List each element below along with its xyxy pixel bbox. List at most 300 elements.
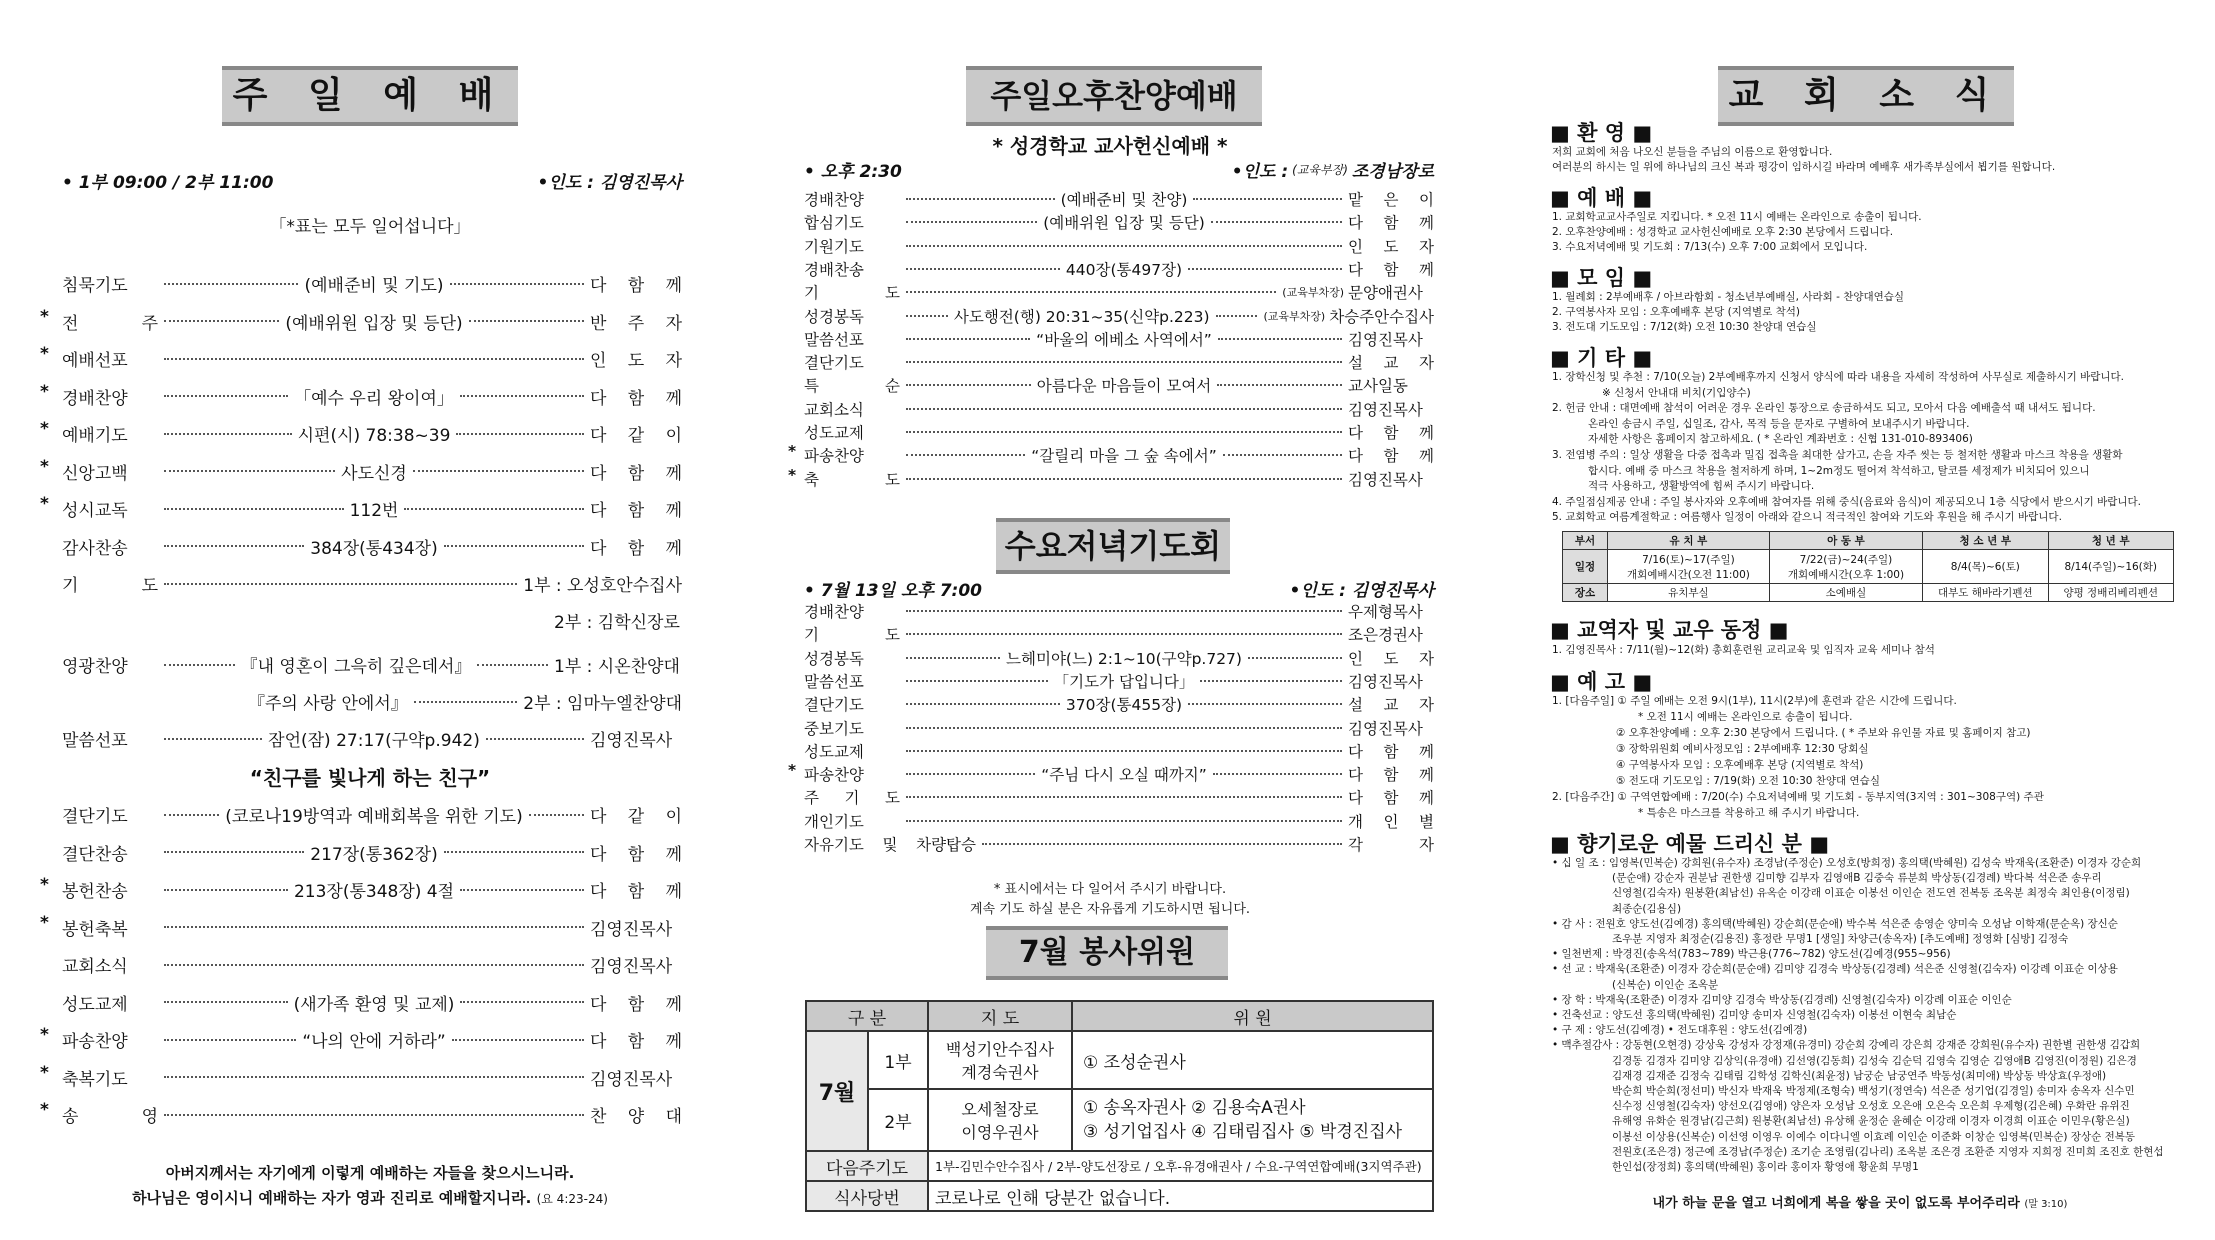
leader-dots <box>164 583 517 585</box>
leader-dots <box>906 454 1025 456</box>
order-item-leader: 1부 : 오성호안수집사 <box>523 576 682 596</box>
order-item-leader: 김영진목사 <box>590 919 673 940</box>
leader-dots <box>444 545 584 547</box>
leader-dots <box>164 320 279 322</box>
order-item-label: 결단찬송 <box>62 844 128 865</box>
table-next-prayer-value: 1부-김민수안수집사 / 2부-양도선장로 / 오후-유경애권사 / 수요-구역연합예배(3지역주관) <box>928 1151 1433 1181</box>
order-item <box>804 281 1434 303</box>
verse-line-1: 아버지께서는 자기에게 이렇게 예배하는 자들을 찾으시느니라. <box>165 1164 575 1182</box>
order-item <box>804 258 1434 280</box>
order-item-content: “나의 안에 거하라” <box>302 1032 446 1052</box>
order-item <box>62 534 682 559</box>
news-line: • 맥추절감사 : 강동현(오현경) 강상욱 강성자 강정재(유경미) 강순희 강예리 강은희 강재준 강희원(유수자) 권한별 권한생 김갑희 <box>1552 1039 2141 1052</box>
order-item <box>804 468 1434 490</box>
order-item-label: 교회소식 <box>804 400 864 419</box>
leader-dots <box>164 664 235 666</box>
table-header-division: 구 분 <box>806 1001 928 1031</box>
leader-dots <box>1248 657 1342 659</box>
order-item <box>62 271 682 296</box>
verse-line-2 <box>0 1187 740 1208</box>
afternoon-time: • 오후 2:30 <box>804 162 902 182</box>
news-line: (문순애) 강순자 권분남 권한생 김미향 김부자 김영애B 김중숙 류분희 박상동(김경례) 박다복 석은준 송우리 <box>1612 872 2102 885</box>
order-item-label: 말씀선포 <box>804 672 864 691</box>
order-item-label: 말씀선포 <box>804 330 864 349</box>
order-item-label: 성경봉독 <box>804 649 864 668</box>
order-item <box>804 810 1434 832</box>
order-item-label: 중보기도 <box>804 719 864 738</box>
order-item-leader: 인 도 자 <box>1348 649 1434 668</box>
leader-dots <box>456 433 584 435</box>
welcome-heading: ■ 환 영 ■ <box>1550 121 1653 145</box>
leader-dots <box>906 245 1342 247</box>
order-item <box>62 689 682 714</box>
order-item <box>804 235 1434 257</box>
news-line: ※ 신청서 안내대 비치(기입양수) <box>1602 386 1751 399</box>
order-item-leader: 교사일동 <box>1348 377 1408 396</box>
order-item-leader: 차승주안수집사 <box>1329 307 1435 326</box>
leader-dots <box>906 361 1342 363</box>
leader-dots <box>906 431 1342 433</box>
order-item-leader: 다 함 께 <box>590 276 682 296</box>
order-item-content: (예배준비 및 찬양) <box>1060 191 1188 209</box>
leader-dots <box>906 198 1055 200</box>
order-item-label: 합심기도 <box>804 214 864 233</box>
standing-mark: * <box>788 465 797 484</box>
order-item <box>62 459 682 484</box>
order-item-leader: 다 함 께 <box>1348 789 1434 808</box>
school-table-cell: 7/16(토)~17(주일) 개회예배시간(오전 11:00) <box>1608 550 1770 584</box>
school-table-cell: 부서 <box>1563 532 1608 550</box>
service-leader: •인도 : 김영진목사 <box>537 173 682 193</box>
table-part-2-members <box>1072 1089 1433 1151</box>
leader-dots <box>413 470 584 472</box>
order-item-label: 예배기도 <box>62 426 128 446</box>
other-heading: ■ 기 타 ■ <box>1550 346 1653 370</box>
leader-dots <box>164 1076 584 1078</box>
order-item <box>62 421 682 446</box>
school-table-cell: 소예배실 <box>1769 584 1922 602</box>
news-line: 2. 오후찬양예배 : 성경학교 교사헌신예배로 오후 2:30 본당에서 드립니다. <box>1552 226 1894 238</box>
afternoon-subtitle: * 성경학교 교사헌신예배 * <box>992 134 1228 158</box>
order-item <box>62 652 682 677</box>
order-item <box>62 915 682 940</box>
order-item-label: 축복기도 <box>62 1069 128 1090</box>
school-table-cell: 유치부실 <box>1608 584 1770 602</box>
order-item-leader: 다 함 께 <box>1348 424 1434 442</box>
news-line: (신복순) 이인순 조옥분 <box>1612 978 1719 991</box>
order-item-content: (예배준비 및 기도) <box>304 276 444 296</box>
closing-verse <box>1540 1192 2180 1211</box>
news-line: 최종순(김용심) <box>1612 902 1682 915</box>
leader-dots <box>164 545 304 547</box>
standing-mark: * <box>40 494 49 514</box>
order-item-leader: 1부 : 시온찬양대 <box>554 657 680 677</box>
order-item <box>62 1102 682 1127</box>
order-item-leader: 김영진목사 <box>1348 400 1423 419</box>
closing-verse-text: 내가 하늘 문을 열고 너희에게 복을 쌓을 곳이 없도록 부어주리라 <box>1652 1196 2020 1211</box>
school-table-cell: 아 동 부 <box>1769 532 1922 550</box>
order-item-leader: 설 교 자 <box>1348 696 1434 715</box>
news-line: 신수정 신영철(김숙자) 양선오(김영애) 양은자 오성남 오성호 오은애 오은숙 오은희 우제형(김은혜) 우화란 유위진 <box>1612 1100 2130 1113</box>
news-line: 2. 헌금 안내 : 대면예배 참석이 어려운 경우 온라인 통장으로 송금하셔도 되고, 모아서 다음 예배출석 때 내셔도 됩니다. <box>1552 402 2096 415</box>
church-news-title: 교 회 소 식 <box>1718 66 2014 126</box>
order-item-leader: 다 같 이 <box>590 807 682 827</box>
leader-dots <box>164 433 292 435</box>
leader-dots <box>906 384 1031 386</box>
order-item-label: 기 도 <box>62 576 158 596</box>
leader-dots <box>906 338 1030 340</box>
order-item-content: “주님 다시 오실 때까지” <box>1041 766 1207 785</box>
order-item-content: (새가족 환영 및 교제) <box>293 994 455 1015</box>
leader-dots <box>452 1039 584 1041</box>
order-item-label: 경배찬송 <box>804 260 864 279</box>
leader-dots <box>1218 338 1342 340</box>
news-line: 온라인 송금시 주일, 십일조, 감사, 목적 등을 문자로 구별하여 보내주시기 바랍니다. <box>1588 417 1970 430</box>
afternoon-leader-prefix: •인도 : <box>1231 162 1289 182</box>
news-line: 3. 전염병 주의 : 일상 생활을 다중 접촉과 밀집 접촉을 최대한 삼가고, 손을 자주 씻는 등 철저한 생활과 마스크 착용을 생활화 <box>1552 449 2123 461</box>
standing-mark: * <box>40 306 49 327</box>
leader-dots <box>164 738 262 740</box>
school-table-cell: 7/22(금)~24(주일) 개회예배시간(오후 1:00) <box>1769 550 1922 584</box>
order-item-label: 경배찬양 <box>62 388 128 409</box>
leader-dots <box>1211 221 1342 223</box>
order-item <box>804 717 1434 739</box>
order-item <box>804 188 1434 210</box>
order-item-label: 파송찬양 <box>804 766 864 785</box>
order-item-leader: 김영진목사 <box>1348 719 1423 738</box>
order-item-leader: 김영진목사 <box>590 957 673 977</box>
sunday-service-title: 주 일 예 배 <box>222 66 518 126</box>
order-item-label: 성시교독 <box>62 501 128 521</box>
order-item <box>804 305 1434 327</box>
news-line: • 선 교 : 박재욱(조환준) 이경자 강순희(문순애) 김미양 김경숙 박상동(김경례) 석은준 신영철(김숙자) 이강례 이표순 이상용 <box>1552 963 2118 976</box>
news-line: • 건축선교 : 양도선 홍의택(박혜원) 김미양 송미자 신영철(김숙자) 이봉선 이현숙 최남순 <box>1552 1009 1957 1021</box>
news-line: ⑤ 전도대 기도모임 : 7/19(화) 오전 10:30 찬양대 연습실 <box>1616 775 1880 787</box>
news-line: 1. 장학신청 및 추천 : 7/10(오늘) 2부예배후까지 신청서 양식에 따라 내용을 자세히 작성하여 사무실로 제출하시기 바랍니다. <box>1552 371 2124 383</box>
standing-mark: * <box>40 1025 49 1045</box>
order-item-label: 기원기도 <box>804 237 864 256</box>
leader-dots <box>164 1039 296 1041</box>
order-item-label: 감사찬송 <box>62 538 128 559</box>
leader-dots <box>450 283 584 285</box>
order-item-content: 440장(통497장) <box>1065 260 1183 279</box>
leader-dots <box>164 470 335 472</box>
order-item-label: 자유기도 및 차량탑승 <box>804 836 976 854</box>
news-line: • 구 제 : 양도선(김예경) • 전도대후원 : 양도선(김예경) <box>1552 1024 1808 1037</box>
order-item-label: 결단기도 <box>804 354 864 373</box>
order-item-leader: 다 함 께 <box>1348 766 1435 785</box>
leader-dots <box>1217 384 1342 386</box>
leader-dots <box>906 680 1048 682</box>
school-table-cell: 장소 <box>1563 584 1608 602</box>
news-line: 조우분 지영자 최정순(김용진) 홍정란 무명1 [생일] 차양근(송옥자) [추도예배] 정영화 [심방] 김정숙 <box>1612 933 2069 945</box>
table-part-2-members-line-1: ① 송옥자권사 ② 김용숙A권사 <box>1083 1098 1306 1118</box>
volunteers-table <box>805 1000 1434 1212</box>
order-item-leader: 인 도 자 <box>590 351 682 371</box>
school-table-cell: 일정 <box>1563 550 1608 584</box>
leader-dots <box>1223 454 1342 456</box>
order-item-label: 예배선포 <box>62 351 128 371</box>
standing-mark: * <box>40 1062 49 1083</box>
order-item-label: 성경봉독 <box>804 307 864 326</box>
order-item <box>62 571 682 596</box>
leader-dots <box>906 408 1342 410</box>
verse-text-2: 하나님은 영이시니 예배하는 자가 영과 진리로 예배할지니라. <box>132 1189 532 1207</box>
leader-dots <box>164 1114 584 1116</box>
leader-dots <box>164 814 219 816</box>
afternoon-leader-role: (교육부장) <box>1292 163 1348 177</box>
news-line: 3. 수요저녁예배 및 기도회 : 7/13(수) 오후 7:00 교회에서 모입니다. <box>1552 241 1868 253</box>
order-item-content: 사도신경 <box>341 463 407 484</box>
order-item-leader: 다 함 께 <box>590 501 682 521</box>
news-line: 5. 교회학교 여름계절학교 : 여름행사 일정이 아래와 같으니 적극적인 참여와 기도와 후원을 해 주시기 바랍니다. <box>1552 511 2062 524</box>
leader-dots <box>906 221 1037 223</box>
news-line: • 감 사 : 전원호 양도선(김예경) 홍의택(박혜원) 강순희(문순애) 박수복 석은준 송영순 양미숙 오성남 이학재(문순옥) 장신순 <box>1552 917 2118 930</box>
leader-dots <box>906 291 1276 293</box>
order-item-leader: 조은경권사 <box>1348 626 1423 645</box>
news-line: • 십 일 조 : 임영복(민복순) 강희원(유수자) 조경남(주정순) 오성호(방희정) 홍의택(박혜원) 김성숙 박재욱(조환준) 이경자 강순희 <box>1552 857 2142 869</box>
leader-dots <box>164 395 288 397</box>
order-item-label: 특 순 <box>804 377 900 396</box>
leader-dots <box>164 926 584 928</box>
order-item-label: 경배찬양 <box>804 603 864 621</box>
leader-dots <box>469 320 584 322</box>
news-line: 적극 사용하고, 생활방역에 힘써 주시기 바랍니다. <box>1588 480 1815 493</box>
wednesday-time: • 7월 13일 오후 7:00 <box>804 581 982 601</box>
leader-dots <box>906 703 1060 705</box>
news-line: 3. 전도대 기도모임 : 7/12(화) 오전 10:30 찬양대 연습실 <box>1552 321 1817 333</box>
leader-dots <box>906 315 948 317</box>
news-line: 2. 구역봉사자 모임 : 오후예배후 본당 (지역별로 착석) <box>1552 306 1800 318</box>
leader-dots <box>906 633 1342 635</box>
order-item-leader: 개 인 별 <box>1348 812 1434 831</box>
order-item <box>62 346 682 371</box>
order-item-label: 개인기도 <box>804 812 864 831</box>
standing-mark: * <box>40 344 49 364</box>
sunday-service-column <box>0 0 740 1240</box>
order-item-content: (예배위원 입장 및 등단) <box>285 313 463 334</box>
order-item-content: 「예수 우리 왕이여」 <box>294 388 454 409</box>
leader-dots <box>906 268 1060 270</box>
news-line: 한인섭(장정희) 홍의택(박혜원) 홍이라 홍이자 황영애 황윤희 무명1 <box>1612 1161 1919 1173</box>
worship-heading: ■ 예 배 ■ <box>1550 186 1653 210</box>
order-item-leader: 다 함 께 <box>590 388 683 409</box>
news-line: 2. [다음주간] ① 구역연합예배 : 7/20(수) 수요저녁예배 및 기도회 - 동부지역(3지역 : 301~308구역) 주관 <box>1552 791 2044 803</box>
order-item-label: 교회소식 <box>62 957 128 977</box>
order-item <box>804 398 1434 420</box>
table-header-members: 위 원 <box>1072 1001 1433 1031</box>
table-meal-label: 식사당번 <box>806 1181 928 1211</box>
leader-dots <box>164 889 288 891</box>
order-item-label: 성도교제 <box>62 994 128 1015</box>
news-line: 합시다. 예배 중 마스크 착용을 철저하게 하며, 1~2m정도 떨어져 착석하고, 탈코를 세정제가 비치되어 있으니 <box>1588 464 2090 477</box>
order-item-label: 침묵기도 <box>62 276 128 296</box>
church-news-column <box>1540 0 2180 1240</box>
school-table-cell: 8/4(목)~6(토) <box>1923 550 2048 584</box>
order-item <box>804 647 1434 669</box>
order-item <box>62 952 682 977</box>
leader-dots <box>906 750 1342 752</box>
afternoon-service-title: 주일오후찬양예배 <box>966 66 1262 126</box>
order-item-leader: 찬 양 대 <box>590 1107 682 1127</box>
order-item <box>804 763 1434 785</box>
order-item <box>62 840 682 865</box>
order-item-leader: 문양애권사 <box>1348 284 1423 303</box>
order-item <box>62 496 682 521</box>
order-item-label: 신앙고백 <box>62 463 128 484</box>
order-item <box>804 374 1434 396</box>
news-line: 자세한 사항은 홈페이지 참고하세요. ( * 온라인 계좌번호 : 신협 131-010-893406) <box>1588 433 1973 446</box>
leader-dots <box>982 843 1342 845</box>
school-table-cell: 유 치 부 <box>1608 532 1770 550</box>
leader-dots <box>906 796 1342 798</box>
order-item-label: 말씀선포 <box>62 731 128 751</box>
leader-dots <box>529 814 584 816</box>
order-item-content: 213장(통348장) 4절 <box>293 882 455 902</box>
order-item-content: 「기도가 답입니다」 <box>1053 672 1195 691</box>
stand-notice: 「*표는 모두 일어섭니다」 <box>269 217 471 237</box>
table-part-1-lead: 백성기안수집사 계경숙권사 <box>928 1031 1072 1089</box>
leader-dots <box>460 889 584 891</box>
staff-news-text: 1. 김영진목사 : 7/11(월)~12(화) 총회훈련원 교리교육 및 임직자 교육 세미나 참석 <box>1552 644 1935 656</box>
order-item-leader: 다 함 께 <box>1348 742 1434 761</box>
order-item-content: 112번 <box>349 501 399 521</box>
order-item-label: 영광찬양 <box>62 657 128 677</box>
news-line: 유해영 유화순 원경남(김근희) 원봉환(최남선) 유상해 윤정순 윤혜순 이강래 이경자 이경희 이표순 이민우(황은실) <box>1612 1115 2130 1128</box>
summer-school-table <box>1562 531 2174 602</box>
order-item-content: 시편(시) 78:38~39 <box>297 426 451 446</box>
order-item <box>804 444 1434 466</box>
order-item-label: 전 주 <box>62 313 158 334</box>
news-line: * 오전 11시 예배는 온라인으로 송출이 됩니다. <box>1638 711 1853 723</box>
table-part-1: 1부 <box>868 1031 928 1089</box>
leader-dots <box>164 1001 288 1003</box>
leader-dots <box>164 964 584 966</box>
order-item <box>62 1027 682 1052</box>
order-item <box>62 726 682 751</box>
wednesday-time-row <box>804 576 1434 601</box>
order-item-leader: 다 함 께 <box>590 882 683 902</box>
order-item-leader: 다 함 께 <box>590 538 682 559</box>
order-item-label: 결단기도 <box>62 807 128 827</box>
standing-mark: * <box>788 761 797 780</box>
verse-ref: (요 4:23-24) <box>536 1192 608 1206</box>
order-item <box>804 693 1434 715</box>
news-line: • 장 학 : 박재욱(조환준) 이경자 김미양 김경숙 박상동(김경례) 신영철(김숙자) 이강례 이표순 이인순 <box>1552 993 2012 1006</box>
service-time: • 1부 09:00 / 2부 11:00 <box>62 173 274 193</box>
sermon-title: “친구를 빛나게 하는 친구” <box>249 766 491 790</box>
order-item-leader: 다 함 께 <box>1348 447 1434 466</box>
order-item-leader: 반 주 자 <box>590 313 682 334</box>
prayer-part-2: 2부 : 김학신장로 <box>554 613 680 633</box>
news-line: • 일천번제 : 박경진(송옥석(783~789) 박근용(776~782) 양도선(김예경(955~956) <box>1552 948 1951 961</box>
order-item-leader: 2부 : 임마누엘찬양대 <box>523 694 682 714</box>
order-item-label: 성도교제 <box>804 424 864 442</box>
table-part-1-members: ① 조성순권사 <box>1072 1031 1433 1089</box>
order-item-leader: 다 함 께 <box>590 1032 683 1052</box>
order-item-leader: 다 같 이 <box>590 426 682 446</box>
order-item-content: “바울의 에베소 사역에서” <box>1036 330 1212 349</box>
order-item-leader: 다 함 께 <box>1348 260 1434 279</box>
leader-dots <box>164 283 298 285</box>
order-item <box>804 351 1434 373</box>
standing-mark: * <box>40 912 49 933</box>
news-line: 이봉선 이상용(신복순) 이선영 이영우 이예수 이다니엘 이효례 이인순 이준화 이창순 임영복(민복순) 장상순 전복동 <box>1612 1130 2136 1143</box>
leader-dots <box>906 657 1000 659</box>
standing-mark: * <box>40 419 49 439</box>
wednesday-leader: •인도 : 김영진목사 <box>1289 581 1434 601</box>
school-table-cell: 대부도 해바라기펜션 <box>1923 584 2048 602</box>
table-header-lead: 지 도 <box>928 1001 1072 1031</box>
order-item-content: 『내 영혼이 그윽히 깊은데서』 <box>240 657 472 677</box>
school-table-cell: 양평 정배리베리펜션 <box>2048 584 2173 602</box>
welcome-text-1: 저희 교회에 처음 나오신 분들을 주님의 이름으로 환영합니다. <box>1552 146 1833 158</box>
order-item-content: 217장(통362장) <box>310 844 438 865</box>
leader-dots <box>444 851 584 853</box>
order-item-content: 사도행전(행) 20:31~35(신약p.223) <box>953 307 1210 326</box>
order-item-leader: 각 자 <box>1348 836 1434 854</box>
preview-heading: ■ 예 고 ■ <box>1550 670 1653 694</box>
order-item-leader: 다 함 께 <box>1348 214 1435 233</box>
order-item-leader: 설 교 자 <box>1348 354 1434 373</box>
order-item <box>804 623 1434 645</box>
order-item-leader: 김영진목사 <box>590 1069 673 1090</box>
leader-dots <box>1213 773 1342 775</box>
order-item-leader: 인 도 자 <box>1348 237 1434 256</box>
leader-dots <box>404 508 584 510</box>
order-item <box>804 740 1434 762</box>
leader-dots <box>906 478 1342 480</box>
welcome-text-2: 여러분의 하시는 일 위에 하나님의 크신 복과 평강이 임하시길 바라며 예배후 새가족부실에서 뵙기를 원합니다. <box>1552 161 2056 173</box>
leader-dots <box>460 1001 584 1003</box>
news-line: 4. 주일점심제공 안내 : 주일 봉사자와 오후예배 참여자를 위해 중식(음료와 음식)이 제공되오니 1층 식당에서 받으시기 바랍니다. <box>1552 495 2141 508</box>
service-time-row <box>62 168 682 193</box>
news-line: 김재경 김재준 김정숙 김태림 김학성 김학신(최윤정) 남궁순 남궁연주 박동성(최미애) 박상동 박상효(우정애) <box>1612 1069 2107 1082</box>
news-line: * 특송은 마스크를 착용하고 해 주시기 바랍니다. <box>1638 807 1860 819</box>
leader-dots <box>1216 315 1258 317</box>
leader-dots <box>164 851 304 853</box>
leader-dots <box>1200 680 1342 682</box>
leader-dots <box>477 664 548 666</box>
table-part-2-members-line-2: ③ 성기업집사 ④ 김태림집사 ⑤ 박경진집사 <box>1083 1122 1403 1142</box>
news-line: ③ 장학위원회 예비사정모임 : 2부예배후 12:30 당회실 <box>1616 743 1869 755</box>
order-item <box>804 670 1434 692</box>
news-line: 1. 월례회 : 2부예배후 / 아브라함회 - 청소년부예배실, 사라회 - 찬양대연습실 <box>1552 291 1905 303</box>
offering-heading: ■ 향기로운 예물 드리신 분 ■ <box>1550 832 1830 856</box>
order-item <box>62 877 682 902</box>
leader-dots <box>906 820 1342 822</box>
order-item-label: 기 도 <box>804 284 900 303</box>
order-item-leader: 김영진목사 <box>1348 470 1423 489</box>
leader-dots <box>1188 703 1342 705</box>
standing-mark: * <box>40 381 49 402</box>
order-item-role: (교육부차장) <box>1282 286 1344 300</box>
order-item <box>62 1065 682 1090</box>
order-item-leader: 우제형목사 <box>1348 603 1423 621</box>
table-month: 7월 <box>806 1031 868 1151</box>
school-table-row <box>1563 584 2174 602</box>
order-item-label: 결단기도 <box>804 696 864 715</box>
news-line: 김경동 김경자 김미양 김상익(유경애) 김선영(김동희) 김성숙 김순덕 김영숙 김영순 김영애B 김영진(이정원) 김은경 <box>1612 1054 2137 1067</box>
afternoon-leader: 조경남장로 <box>1351 162 1434 182</box>
afternoon-service-column <box>770 0 1450 1240</box>
meeting-heading: ■ 모 임 ■ <box>1550 266 1653 290</box>
order-item <box>804 211 1434 233</box>
order-item-leader: 김영진목사 <box>590 731 673 751</box>
order-item-content: (코로나19방역과 예배회복을 위한 기도) <box>225 807 523 827</box>
order-item-content: 잠언(잠) 27:17(구약p.942) <box>268 731 480 751</box>
order-item-content: 370장(통455장) <box>1065 696 1183 715</box>
